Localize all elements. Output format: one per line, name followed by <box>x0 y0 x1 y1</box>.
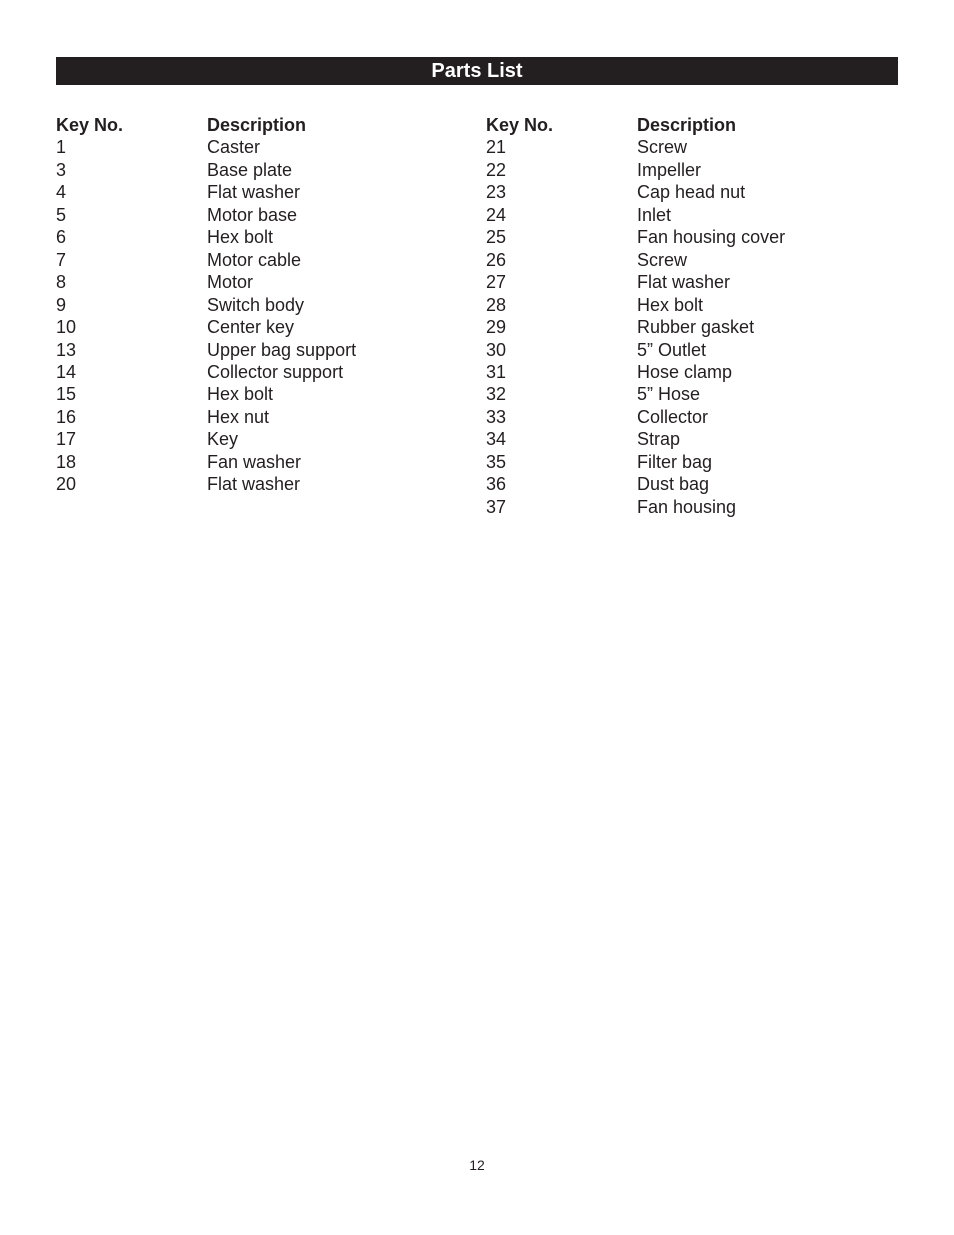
table-header-row <box>486 114 898 136</box>
key-number: 20 <box>56 474 77 495</box>
part-description: Hex bolt <box>637 294 704 315</box>
table-row <box>486 383 898 405</box>
description-header: Description <box>637 115 737 135</box>
table-row <box>486 496 898 518</box>
table-row <box>486 294 898 316</box>
part-description: Caster <box>207 137 261 158</box>
key-number: 35 <box>486 451 507 472</box>
part-description: Fan washer <box>207 451 302 472</box>
key-number: 29 <box>486 317 507 338</box>
table-row <box>56 406 476 428</box>
table-row <box>486 316 898 338</box>
table-row <box>486 159 898 181</box>
part-description: Base plate <box>207 159 293 180</box>
key-number: 9 <box>56 294 67 315</box>
page-number: 12 <box>469 1157 485 1173</box>
table-row <box>56 451 476 473</box>
table-row <box>486 181 898 203</box>
table-row <box>486 271 898 293</box>
key-number: 7 <box>56 249 67 270</box>
part-description: Motor base <box>207 204 298 225</box>
table-row <box>56 383 476 405</box>
part-description: Rubber gasket <box>637 317 755 338</box>
key-number: 23 <box>486 182 507 203</box>
table-row <box>486 428 898 450</box>
key-no-header: Key No. <box>56 115 124 135</box>
key-number: 1 <box>56 137 67 158</box>
table-row <box>56 271 476 293</box>
key-number: 18 <box>56 451 77 472</box>
table-row <box>56 339 476 361</box>
key-number: 28 <box>486 294 507 315</box>
part-description: Hex bolt <box>207 384 274 405</box>
part-description: Dust bag <box>637 474 710 495</box>
part-description: Strap <box>637 429 681 450</box>
table-row <box>56 136 476 158</box>
part-description: Impeller <box>637 159 702 180</box>
part-description: Switch body <box>207 294 305 315</box>
key-number: 33 <box>486 406 507 427</box>
table-header-row <box>56 114 476 136</box>
key-no-header: Key No. <box>486 115 554 135</box>
part-description: Hose clamp <box>637 361 733 382</box>
key-number: 26 <box>486 249 507 270</box>
part-description: Collector support <box>207 361 344 382</box>
key-number: 27 <box>486 272 507 293</box>
key-number: 36 <box>486 474 507 495</box>
key-number: 3 <box>56 159 67 180</box>
part-description: Cap head nut <box>637 182 746 203</box>
table-row <box>56 204 476 226</box>
table-row <box>56 249 476 271</box>
part-description: Flat washer <box>207 474 301 495</box>
part-description: Upper bag support <box>207 339 357 360</box>
key-number: 5 <box>56 204 67 225</box>
part-description: Hex bolt <box>207 227 274 248</box>
table-row <box>486 339 898 361</box>
table-row <box>486 473 898 495</box>
key-number: 24 <box>486 204 507 225</box>
key-number: 8 <box>56 272 67 293</box>
part-description: Motor <box>207 272 254 293</box>
part-description: 5” Hose <box>637 384 701 405</box>
key-number: 34 <box>486 429 507 450</box>
parts-table-right <box>486 114 898 518</box>
key-number: 13 <box>56 339 77 360</box>
key-number: 14 <box>56 361 77 382</box>
table-row <box>486 361 898 383</box>
key-number: 25 <box>486 227 507 248</box>
table-row <box>56 473 476 495</box>
table-row <box>486 204 898 226</box>
description-header: Description <box>207 115 307 135</box>
key-number: 10 <box>56 317 77 338</box>
parts-rows-right <box>486 136 898 518</box>
table-row <box>56 361 476 383</box>
part-description: Inlet <box>637 204 672 225</box>
part-description: Collector <box>637 406 709 427</box>
table-row <box>56 428 476 450</box>
table-row <box>56 159 476 181</box>
parts-rows-left <box>56 136 476 495</box>
key-number: 21 <box>486 137 507 158</box>
part-description: Motor cable <box>207 249 302 270</box>
part-description: Flat washer <box>637 272 731 293</box>
key-number: 16 <box>56 406 77 427</box>
key-number: 32 <box>486 384 507 405</box>
key-number: 6 <box>56 227 67 248</box>
table-row <box>486 406 898 428</box>
table-row <box>486 249 898 271</box>
table-row <box>56 316 476 338</box>
key-number: 17 <box>56 429 77 450</box>
part-description: Fan housing <box>637 496 737 517</box>
key-number: 37 <box>486 496 507 517</box>
key-number: 22 <box>486 159 507 180</box>
part-description: Flat washer <box>207 182 301 203</box>
parts-table-left <box>56 114 476 496</box>
key-number: 15 <box>56 384 77 405</box>
parts-list-title: Parts List <box>56 57 898 85</box>
table-row <box>56 294 476 316</box>
table-row <box>56 181 476 203</box>
table-row <box>486 136 898 158</box>
table-row <box>56 226 476 248</box>
part-description: Screw <box>637 249 688 270</box>
part-description: Filter bag <box>637 451 713 472</box>
part-description: Hex nut <box>207 406 270 427</box>
key-number: 4 <box>56 182 67 203</box>
part-description: Key <box>207 429 239 450</box>
part-description: Center key <box>207 317 295 338</box>
key-number: 31 <box>486 361 507 382</box>
table-row <box>486 226 898 248</box>
part-description: Screw <box>637 137 688 158</box>
table-row <box>486 451 898 473</box>
part-description: 5” Outlet <box>637 339 707 360</box>
key-number: 30 <box>486 339 507 360</box>
part-description: Fan housing cover <box>637 227 786 248</box>
